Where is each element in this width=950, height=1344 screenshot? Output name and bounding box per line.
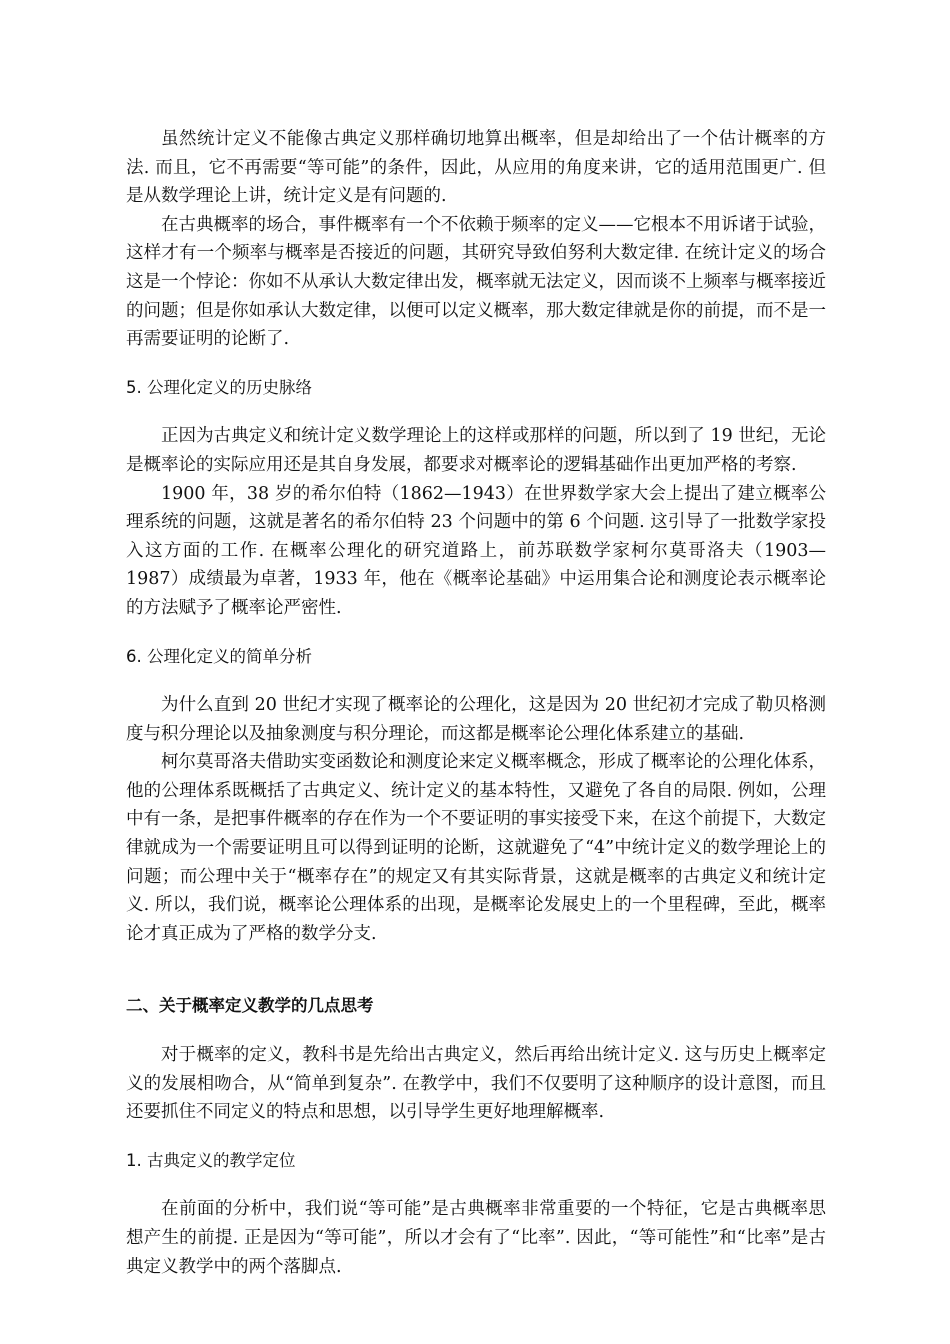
paragraph: 正因为古典定义和统计定义数学理论上的这样或那样的问题，所以到了 19 世纪，无论是概率论的实际应用还是其自身发展，都要求对概率论的逻辑基础作出更加严格的考察.: [126, 426, 826, 475]
paragraph: 柯尔莫哥洛夫借助实变函数论和测度论来定义概率概念，形成了概率论的公理化体系，他的公理体系既概括了古典定义、统计定义的基本特性，又避免了各自的局限. 例如，公理中有一条，是把事件概率的存在作为一个不要证明的事实接受下来，在这个前提下，大数定律就成为一个需要证明且可以得到证明的论断，这就避免了“4”中统计定义的数学理论上的问题；而公理中关于“概率存在”的规定又有其实际背景，这就是概率的古典定义和统计定义. 所以，我们说，概率论公理体系的出现，是概率论发展史上的一个里程碑，至此，概率论才真正成为了严格的数学分支.: [126, 752, 826, 944]
paragraph: 在前面的分析中，我们说“等可能”是古典概率非常重要的一个特征，它是古典概率思想产生的前提. 正是因为“等可能”，所以才会有了“比率”. 因此，“等可能性”和“比率”是古典定义教学中的两个落脚点.: [126, 1199, 826, 1277]
section-heading-6: 6. 公理化定义的简单分析: [126, 646, 312, 666]
paragraph: 为什么直到 20 世纪才实现了概率论的公理化，这是因为 20 世纪初才完成了勒贝格测度与积分理论以及抽象测度与积分理论，而这都是概率论公理化体系建立的基础.: [126, 695, 826, 744]
subsection-heading-1: 1. 古典定义的教学定位: [126, 1150, 296, 1170]
part-heading-2: 二、关于概率定义教学的几点思考: [126, 996, 374, 1016]
section-heading-5: 5. 公理化定义的历史脉络: [126, 377, 312, 397]
paragraph: 对于概率的定义，教科书是先给出古典定义，然后再给出统计定义. 这与历史上概率定义的发展相吻合，从“简单到复杂”. 在教学中，我们不仅要明了这种顺序的设计意图，而且还要抓住不同定义的特点和思想，以引导学生更好地理解概率.: [126, 1045, 826, 1123]
document-body: [126, 125, 826, 1281]
paragraph: 在古典概率的场合，事件概率有一个不依赖于频率的定义——它根本不用诉诸于试验，这样才有一个频率与概率是否接近的问题，其研究导致伯努利大数定律. 在统计定义的场合这是一个悖论：你如不从承认大数定律出发，概率就无法定义，因而谈不上频率与概率接近的问题；但是你如承认大数定律，以便可以定义概率，那大数定律就是你的前提，而不是一再需要证明的论断了.: [126, 214, 826, 350]
paragraph: 虽然统计定义不能像古典定义那样确切地算出概率，但是却给出了一个估计概率的方法. 而且，它不再需要“等可能”的条件，因此，从应用的角度来讲，它的适用范围更广. 但是从数学理论上讲，统计定义是有问题的.: [126, 129, 826, 207]
paragraph: 1900 年，38 岁的希尔伯特（1862—1943）在世界数学家大会上提出了建立概率公理系统的问题，这就是著名的希尔伯特 23 个问题中的第 6 个问题. 这引导了一批数学家投入这方面的工作. 在概率公理化的研究道路上，前苏联数学家柯尔莫哥洛夫（1903—1987）成绩最为卓著，1933 年，他在《概率论基础》中运用集合论和测度论表示概率论的方法赋予了概率论严密性.: [126, 483, 826, 618]
